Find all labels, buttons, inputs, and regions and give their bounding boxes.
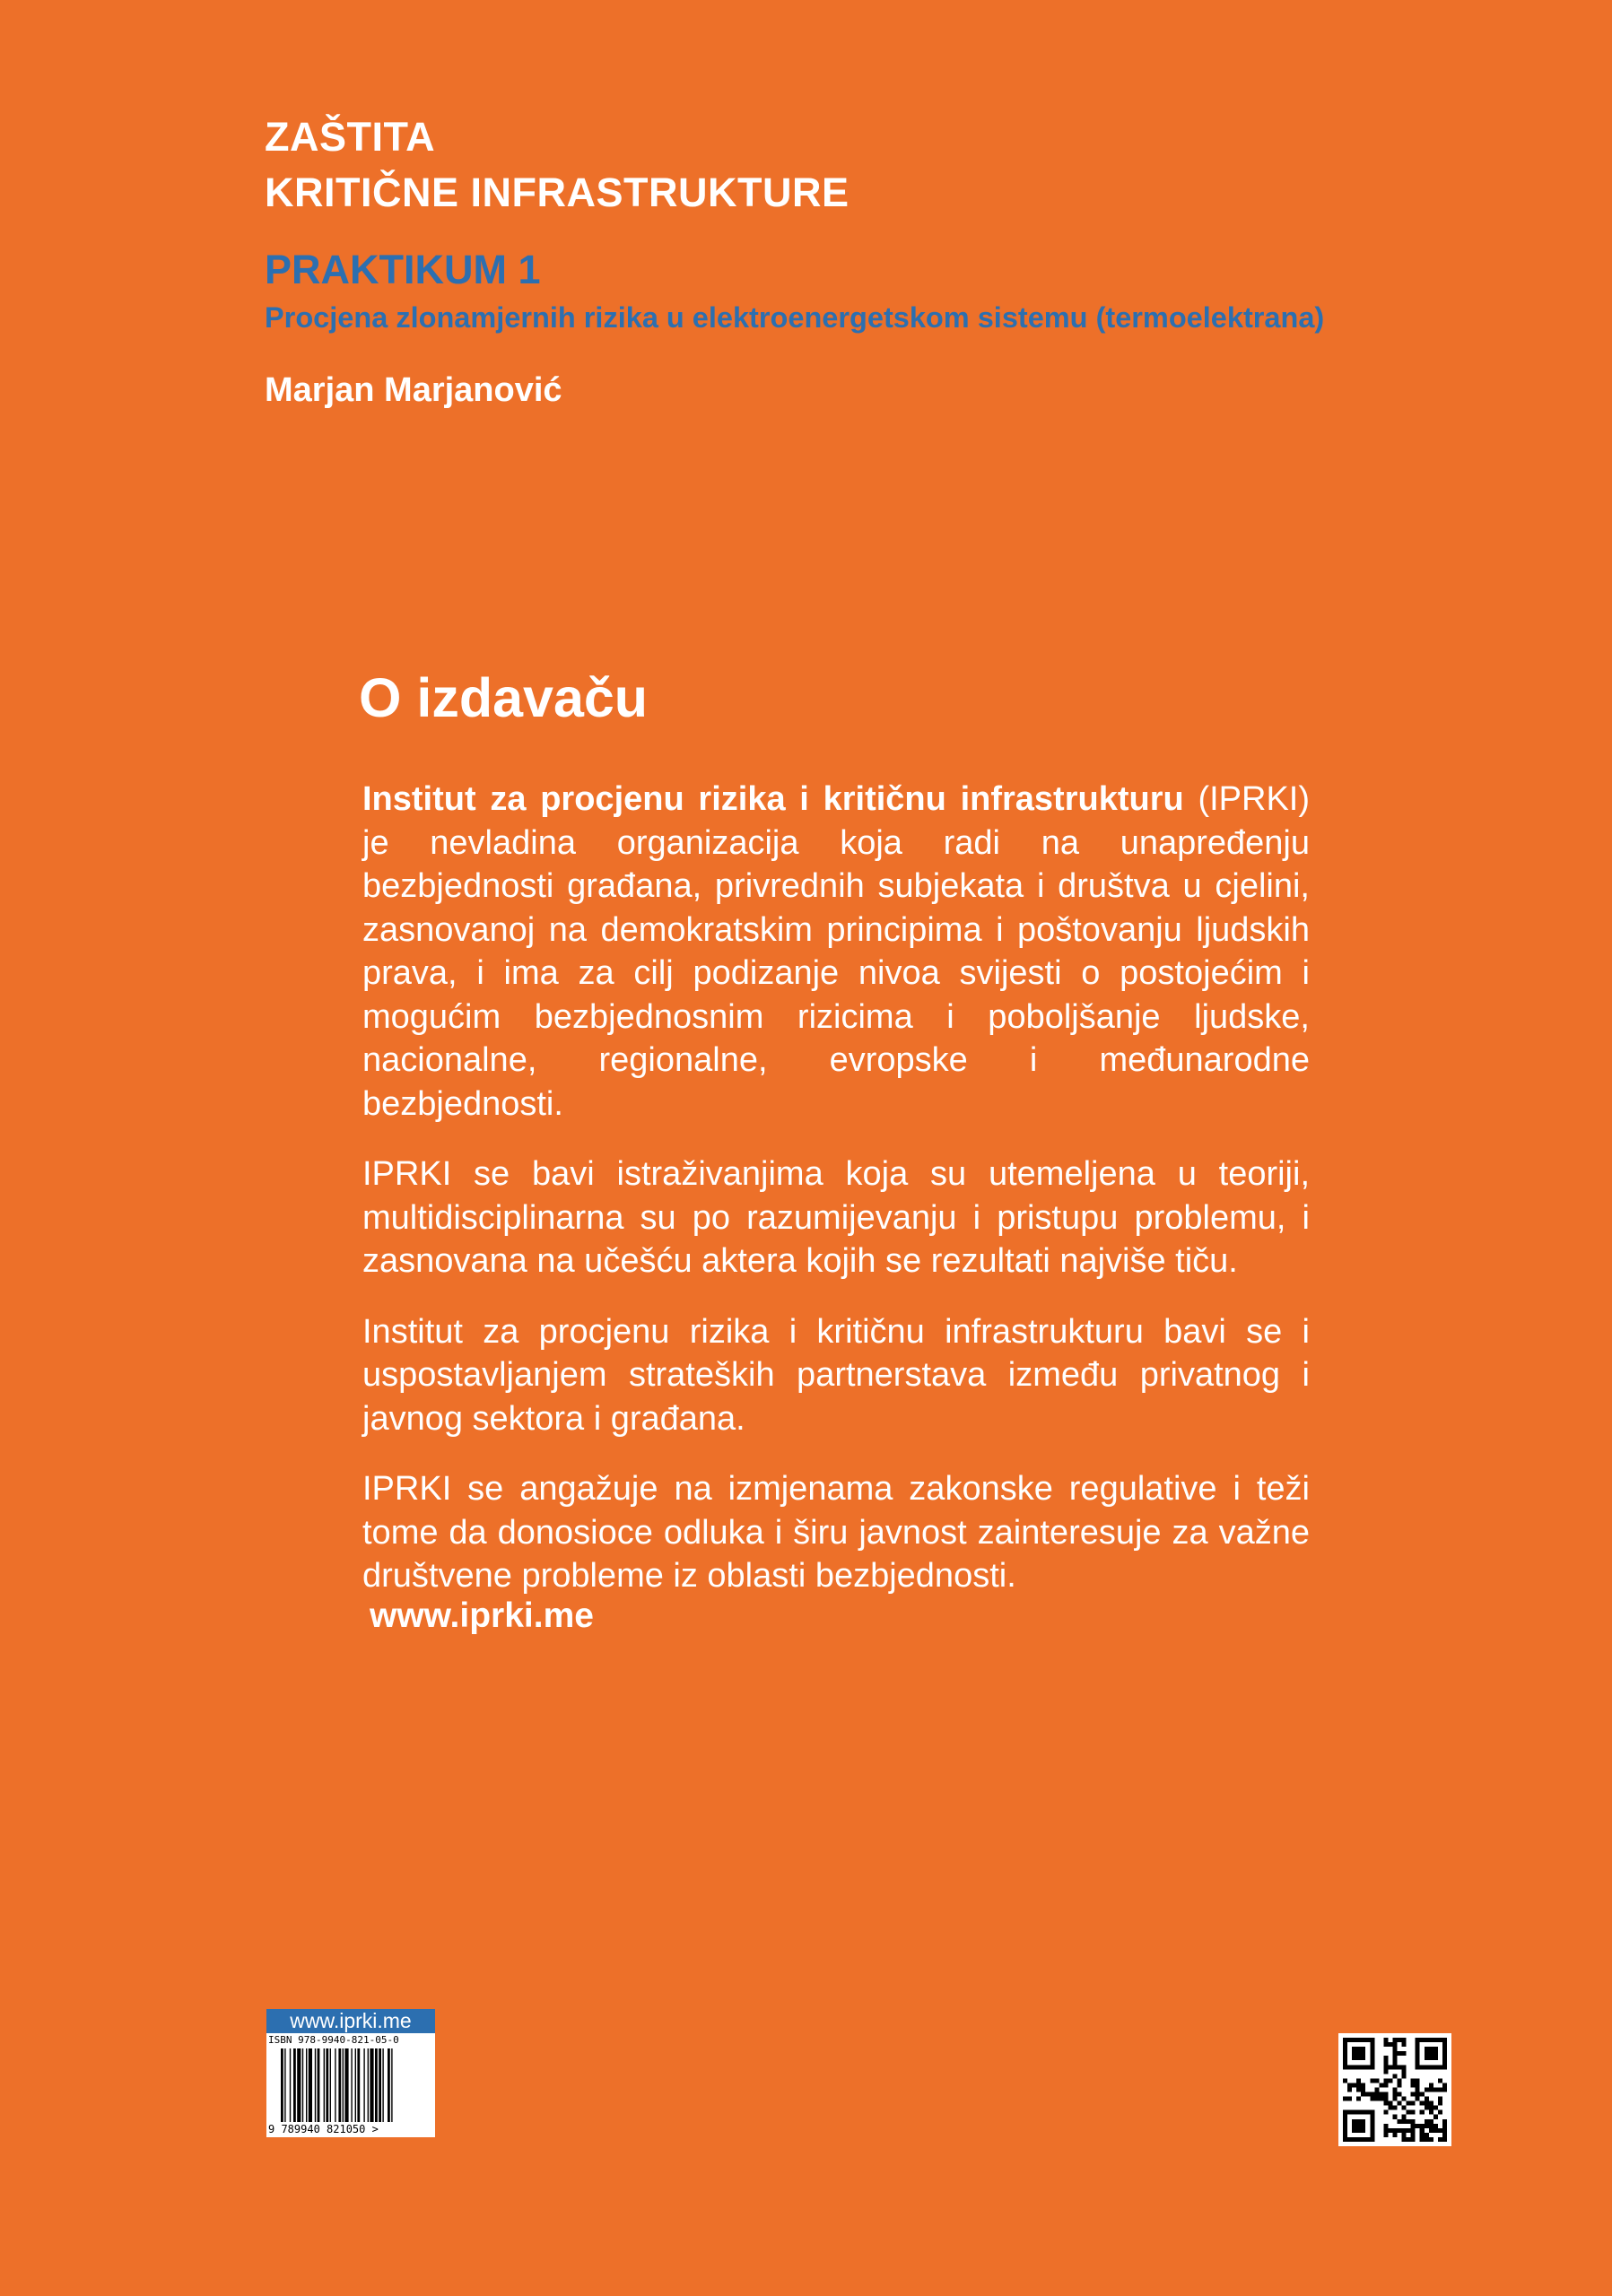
series-label: PRAKTIKUM 1 xyxy=(265,247,541,292)
about-body xyxy=(362,778,1310,1625)
book-title xyxy=(265,109,849,221)
about-paragraph-3: Institut za procjenu rizika i kritičnu infrastrukturu bavi se i uspostavljanjem strateških partnerstava između privatnog i javnog sektora i građana. xyxy=(362,1312,1310,1438)
barcode-icon xyxy=(279,2048,423,2122)
about-paragraph-2: IPRKI se bavi istraživanjima koja su utemeljena u teoriji, multidisciplinarna su po razumijevanju i pristupu problemu, i zasnovana na učešću aktera kojih se rezultati najviše tiču. xyxy=(362,1155,1310,1280)
isbn-url-banner: www.iprki.me xyxy=(266,2009,435,2033)
about-paragraph-1 xyxy=(362,778,1310,1126)
book-subtitle: Procjena zlonamjernih rizika u elektroenergetskom sistemu (termoelektrana) xyxy=(265,301,1325,334)
about-paragraph-4: IPRKI se angažuje na izmjenama zakonske regulative i teži tome da donosioce odluka i širu javnost zainteresuje za važne društvene probleme iz oblasti bezbjednosti. xyxy=(362,1470,1310,1595)
isbn-digits: 9 789940 821050 > xyxy=(268,2123,379,2135)
qr-code-icon xyxy=(1338,2033,1451,2146)
author-name: Marjan Marjanović xyxy=(265,371,562,409)
website-link[interactable]: www.iprki.me xyxy=(370,1596,594,1635)
isbn-label: ISBN 978-9940-821-05-0 xyxy=(268,2034,399,2046)
isbn-barcode-block xyxy=(266,2009,435,2137)
about-heading: O izdavaču xyxy=(359,667,649,728)
about-paragraph-1-text: (IPRKI) je nevladina organizacija koja radi na unapređenju bezbjednosti građana, privrednih subjekata i društva u cjelini, zasnovanoj na demokratskim principima i poštovanju ljudskih prava, i ima za cilj podizanje nivoa svijesti o postojećim i mogućim bezbjednosnim rizicima i poboljšanje ljudske, nacionalne, regionalne, evropske i međunarodne bezbjednosti. xyxy=(362,780,1311,1123)
title-line-2: KRITIČNE INFRASTRUKTURE xyxy=(265,170,850,215)
title-line-1: ZAŠTITA xyxy=(265,114,436,160)
institute-name: Institut za procjenu rizika i kritičnu infrastrukturu xyxy=(362,780,1184,818)
